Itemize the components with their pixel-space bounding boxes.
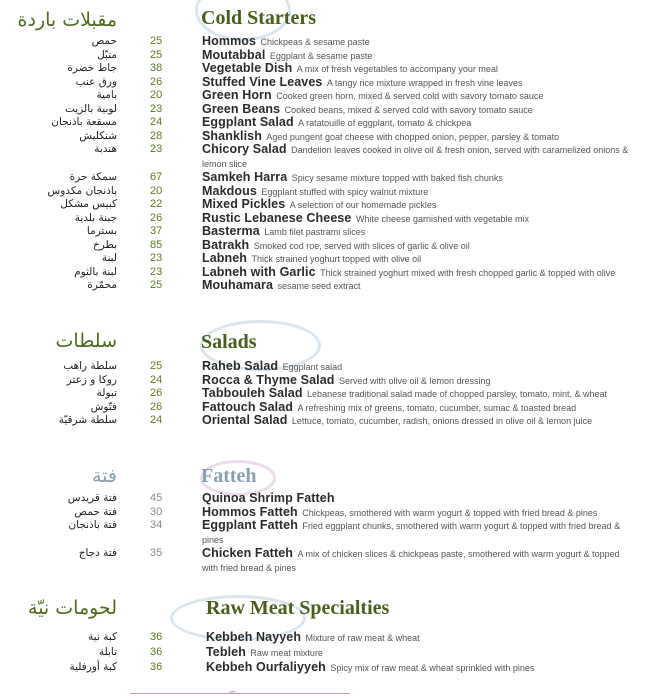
- menu-item: [0, 143, 650, 170]
- item-name: Rustic Lebanese Cheese: [202, 210, 352, 225]
- item-name-ar: ورق عنب: [75, 75, 117, 88]
- item-name-ar: بطرخ: [92, 238, 117, 251]
- item-price: 85: [150, 238, 163, 251]
- item-text: [202, 76, 642, 90]
- item-description: A refreshing mix of greens, tomato, cucumber, sumac & toasted bread: [297, 402, 577, 413]
- item-description: Lebanese traditional salad made of chopped parsley, tomato, mint, & wheat: [307, 389, 608, 399]
- item-description: A selection of our homemade pickles: [289, 200, 437, 210]
- item-description: Thick strained yoghurt mixed with fresh chopped garlic & topped with olive: [320, 267, 616, 278]
- item-name-ar: كبة أورفلية: [69, 661, 117, 673]
- item-text: [202, 547, 622, 574]
- menu-list: [0, 631, 650, 676]
- item-description: Chickpeas, smothered with warm yogurt & topped with fried bread & pines: [302, 507, 598, 518]
- item-text: [202, 130, 642, 144]
- menu-item: [0, 279, 650, 293]
- item-name: Fattouch Salad: [202, 399, 293, 414]
- item-name: Eggplant Salad: [202, 115, 294, 129]
- item-name-ar: فتة حمص: [74, 505, 117, 518]
- section-title-ar: لحومات نيّة: [28, 597, 117, 619]
- menu-item: [0, 89, 650, 103]
- item-price: 26: [150, 75, 163, 88]
- item-text: [202, 492, 622, 506]
- item-price: 23: [150, 265, 163, 278]
- item-description: Raw meat mixture: [250, 648, 323, 658]
- menu-item: [0, 387, 650, 401]
- item-name: Stuffed Vine Leaves: [202, 74, 323, 89]
- item-description: White cheese garnished with vegetable mix: [355, 213, 530, 224]
- item-name: Quinoa Shrimp Fatteh: [202, 491, 335, 505]
- item-description: Smoked cod roe, served with slices of garlic & olive oil: [253, 240, 470, 251]
- item-name-ar: فتّوش: [90, 400, 117, 413]
- menu-item: [0, 35, 650, 49]
- menu-item: [0, 414, 650, 428]
- section-title: Fatteh: [201, 465, 257, 487]
- item-name: Mixed Pickles: [202, 197, 286, 211]
- item-price: 26: [150, 211, 163, 224]
- item-description: Chickpeas & sesame paste: [260, 37, 370, 47]
- item-description: Cooked green horn, mixed & served cold with savory tomato sauce: [276, 91, 544, 101]
- menu-item: [0, 116, 650, 130]
- item-price: 24: [150, 116, 163, 128]
- item-text: [202, 374, 642, 388]
- item-price: 28: [150, 129, 163, 142]
- item-description: A mix of fresh vegetables to accompany your meal: [296, 64, 498, 74]
- item-text: [202, 519, 622, 546]
- section-title-ar: فتة: [91, 465, 117, 487]
- item-price: 25: [150, 360, 163, 372]
- item-description: Eggplant salad: [282, 362, 343, 372]
- item-name: Oriental Salad: [202, 413, 288, 427]
- item-name: Chicken Fatteh: [202, 546, 293, 560]
- item-price: 38: [150, 62, 163, 74]
- menu-item: [0, 130, 650, 144]
- item-name-ar: جاط خضرة: [67, 62, 117, 74]
- item-text: [202, 266, 642, 280]
- item-name: Samkeh Harra: [202, 170, 288, 184]
- item-text: [202, 506, 622, 520]
- menu-item: [0, 266, 650, 280]
- divider-ornament: ∽: [228, 687, 237, 698]
- item-name-ar: بامية: [96, 89, 117, 101]
- item-text: [202, 414, 642, 428]
- item-price: 26: [150, 400, 163, 413]
- item-text: [202, 103, 642, 117]
- menu-item: [0, 360, 650, 374]
- item-description: Lettuce, tomato, cucumber, radish, onions dressed in olive oil & lemon juice: [291, 416, 593, 426]
- menu-item: [0, 646, 650, 661]
- section-title: Cold Starters: [201, 7, 316, 29]
- item-name-ar: فتة قريدس: [67, 492, 117, 504]
- item-name-ar: جبنة بلدية: [74, 211, 117, 224]
- item-price: 36: [150, 631, 163, 643]
- item-name-ar: تابلة: [98, 646, 117, 658]
- menu-item: [0, 103, 650, 117]
- menu-item: [0, 631, 650, 646]
- item-name: Batrakh: [202, 237, 250, 252]
- item-description: A ratatouille of eggplant, tomato & chickpea: [298, 118, 472, 128]
- item-name: Mouhamara: [202, 278, 274, 292]
- item-text: [202, 360, 642, 374]
- item-name-ar: شنكليش: [79, 129, 117, 142]
- item-name: Hommos Fatteh: [202, 504, 298, 519]
- item-name: Green Horn: [202, 88, 272, 102]
- item-name: Raheb Salad: [202, 359, 279, 373]
- item-description: Lamb filet pastrami slices: [264, 227, 366, 237]
- item-price: 37: [150, 225, 163, 237]
- item-price: 25: [150, 48, 163, 61]
- menu-item: [0, 506, 650, 520]
- item-text: [202, 143, 642, 170]
- item-description: sesame seed extract: [277, 281, 361, 291]
- item-name-ar: لبنة بالثوم: [74, 265, 117, 278]
- section-title-ar: سلطات: [55, 330, 117, 352]
- item-text: [202, 401, 642, 415]
- item-price: 25: [150, 35, 163, 47]
- item-name: Labneh with Garlic: [202, 264, 316, 279]
- divider: [130, 693, 350, 694]
- item-name: Labneh: [202, 251, 248, 265]
- item-price: 22: [150, 198, 163, 210]
- menu-item: [0, 252, 650, 266]
- item-text: [202, 239, 642, 253]
- item-name-ar: هندبة: [94, 143, 117, 155]
- item-price: 23: [150, 143, 163, 155]
- menu-item: [0, 49, 650, 63]
- item-description: A tangy rice mixture wrapped in fresh vine leaves: [326, 77, 523, 88]
- item-name: Kebbeh Ourfaliyyeh: [206, 660, 326, 674]
- item-name-ar: محمّرة: [87, 279, 117, 291]
- item-description: Dandelion leaves cooked in olive oil & fresh onion, served with caramelized onions & lemon slice: [202, 145, 629, 169]
- item-description: Cooked beans, mixed & served cold with savory tomato sauce: [284, 104, 533, 115]
- item-price: 24: [150, 414, 163, 426]
- menu-item: [0, 661, 650, 676]
- item-text: [202, 89, 642, 103]
- item-price: 23: [150, 102, 163, 115]
- item-name: Tabbouleh Salad: [202, 386, 303, 400]
- item-name: Green Beans: [202, 101, 281, 116]
- item-price: 67: [150, 171, 163, 183]
- item-name-ar: كبيس مشكل: [60, 198, 117, 210]
- menu-item: [0, 225, 650, 239]
- item-price: 23: [150, 252, 163, 264]
- item-name-ar: روكا و زعتر: [66, 373, 117, 386]
- menu-item: [0, 198, 650, 212]
- item-name: Chicory Salad: [202, 142, 287, 156]
- menu-item: [0, 171, 650, 185]
- item-price: 36: [150, 646, 163, 658]
- item-name-ar: متبّل: [97, 48, 117, 61]
- item-name-ar: بسترما: [86, 225, 117, 237]
- item-text: [206, 661, 650, 675]
- item-price: 30: [150, 505, 163, 518]
- item-text: [202, 49, 642, 63]
- item-text: [202, 185, 642, 199]
- item-name-ar: تبولة: [96, 387, 117, 399]
- item-text: [202, 279, 642, 293]
- item-text: [206, 631, 646, 645]
- item-text: [202, 62, 642, 76]
- item-name-ar: لبنة: [101, 252, 117, 264]
- item-name: Makdous: [202, 183, 257, 198]
- item-name-ar: سمكة حرة: [69, 171, 117, 183]
- item-text: [202, 198, 642, 212]
- item-name-ar: حمص: [91, 35, 117, 47]
- item-description: Spicy mix of raw meat & wheat sprinkled with pines: [330, 663, 535, 673]
- item-description: Mixture of raw meat & wheat: [305, 633, 420, 643]
- item-text: [202, 171, 642, 185]
- menu-item: [0, 492, 650, 506]
- item-price: 25: [150, 279, 163, 291]
- menu-list: [0, 360, 650, 428]
- item-name-ar: فتة دجاج: [78, 547, 117, 559]
- item-name: Eggplant Fatteh: [202, 518, 298, 532]
- item-description: Eggplant stuffed with spicy walnut mixture: [261, 186, 429, 197]
- item-name: Rocca & Thyme Salad: [202, 372, 335, 387]
- item-text: [202, 252, 642, 266]
- item-text: [202, 225, 642, 239]
- item-description: Thick strained yoghurt topped with olive oil: [251, 254, 422, 264]
- item-text: [202, 387, 642, 401]
- item-text: [202, 116, 642, 130]
- menu-item: [0, 519, 650, 546]
- section-title-ar: مقبلات باردة: [17, 9, 117, 31]
- item-description: Eggplant & sesame paste: [269, 50, 373, 61]
- item-description: Fried eggplant chunks, smothered with warm yogurt & topped with fried bread & pines: [202, 521, 621, 545]
- item-description: Served with olive oil & lemon dressing: [338, 375, 491, 386]
- menu-item: [0, 239, 650, 253]
- item-description: Aged pungent goat cheese with chopped onion, pepper, parsley & tomato: [266, 131, 560, 142]
- item-name: Tebleh: [206, 645, 246, 659]
- item-price: 26: [150, 387, 163, 399]
- item-name: Shanklish: [202, 128, 262, 143]
- item-name: Moutabbal: [202, 47, 266, 62]
- item-text: [202, 212, 642, 226]
- item-name: Vegetable Dish: [202, 61, 293, 75]
- item-name-ar: فتة باذنجان: [68, 519, 117, 531]
- item-price: 34: [150, 519, 163, 531]
- item-name-ar: سلطة راهب: [63, 360, 117, 372]
- item-name-ar: لوبية بالزيت: [64, 102, 117, 115]
- menu-item: [0, 76, 650, 90]
- item-price: 45: [150, 492, 163, 504]
- menu-item: [0, 212, 650, 226]
- item-name-ar: كبة نية: [88, 631, 117, 643]
- item-name-ar: سلطة شرقيّة: [58, 414, 117, 426]
- item-text: [206, 646, 646, 660]
- menu-item: [0, 401, 650, 415]
- menu-list: [0, 492, 650, 575]
- menu-item: [0, 185, 650, 199]
- item-description: A mix of chicken slices & chickpeas paste, smothered with warm yogurt & topped with fried bread & pines: [202, 549, 620, 573]
- item-name-ar: مسقعة باذنجان: [51, 116, 117, 128]
- item-name-ar: باذنجان مكدوس: [47, 184, 117, 197]
- item-name: Hommos: [202, 34, 257, 48]
- menu-item: [0, 547, 650, 574]
- item-name: Kebbeh Nayyeh: [206, 630, 302, 644]
- item-name: Basterma: [202, 224, 260, 238]
- menu-list: [0, 35, 650, 293]
- section-title: Salads: [201, 331, 257, 353]
- item-price: 36: [150, 661, 163, 673]
- item-price: 20: [150, 89, 163, 101]
- item-description: Spicy sesame mixture topped with baked fish chunks: [291, 173, 503, 183]
- section-title: Raw Meat Specialties: [206, 597, 390, 619]
- menu-item: [0, 374, 650, 388]
- item-price: 20: [150, 184, 163, 197]
- item-price: 35: [150, 547, 163, 559]
- item-price: 24: [150, 373, 163, 386]
